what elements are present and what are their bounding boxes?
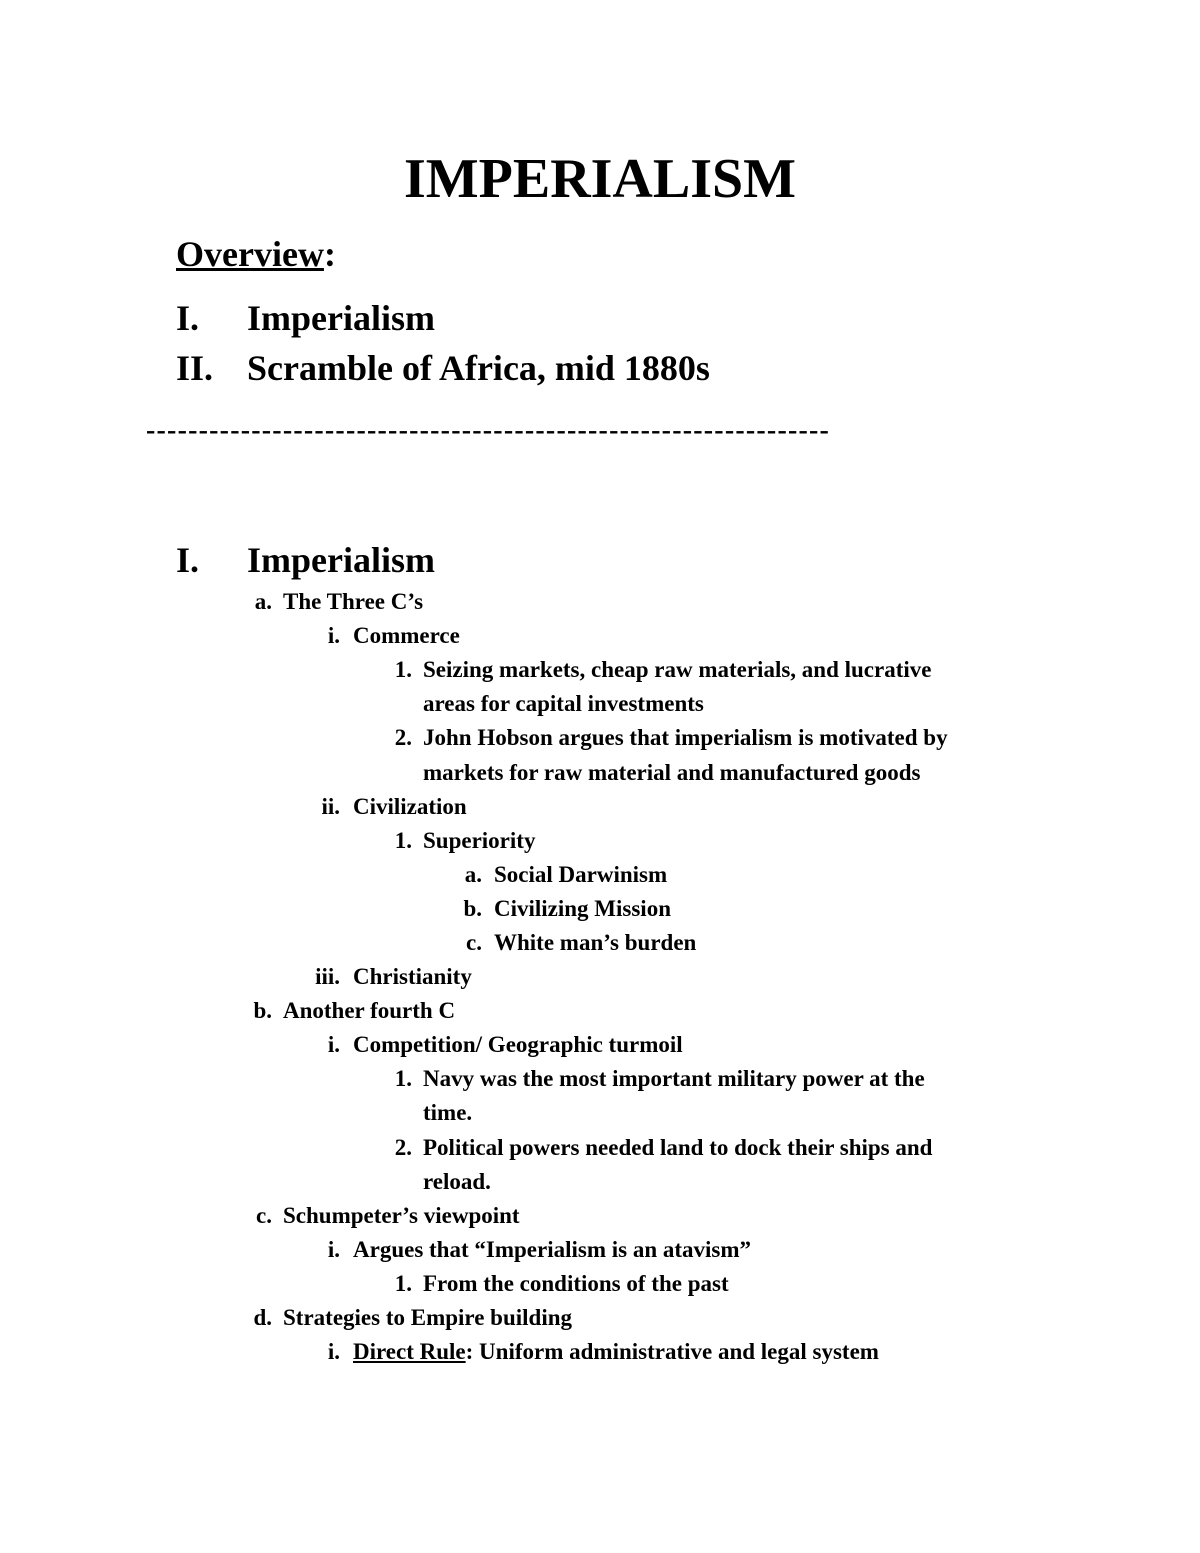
outline-a-i-marker: i. — [327, 623, 340, 648]
outline-a-i-1-line2: areas for capital investments — [423, 691, 704, 716]
dashed-divider: ----------------------------------------------------------------- — [146, 415, 831, 446]
outline-b-marker: b. — [253, 998, 272, 1023]
outline-a-ii-1-text: Superiority — [423, 828, 536, 853]
outline-a-i-text: Commerce — [353, 623, 460, 648]
outline-d-i-marker: i. — [327, 1339, 340, 1364]
direct-rule-text: Uniform administrative and legal system — [473, 1339, 879, 1364]
outline-a-ii-1-c-marker: c. — [466, 930, 482, 955]
outline-b-i-1-line2: time. — [423, 1100, 473, 1125]
outline-a-ii-1-a-text: Social Darwinism — [494, 862, 668, 887]
outline-d-marker: d. — [253, 1305, 272, 1330]
outline-a-i-2-marker: 2. — [394, 725, 412, 750]
outline-c-i-text: Argues that “Imperialism is an atavism” — [353, 1237, 752, 1262]
outline-a-ii-1-marker: 1. — [394, 828, 412, 853]
page-title: IMPERIALISM — [403, 148, 797, 210]
outline-a-iii-text: Christianity — [353, 964, 472, 989]
outline-b-i-1-marker: 1. — [394, 1066, 412, 1091]
direct-rule-term: Direct Rule — [353, 1339, 466, 1364]
outline-a-ii-1-b-text: Civilizing Mission — [494, 896, 671, 921]
outline-b-i-marker: i. — [327, 1032, 340, 1057]
outline-a-i-1-marker: 1. — [394, 657, 412, 682]
outline-b-i-2-line2: reload. — [423, 1169, 491, 1194]
overview-item-1-number: I. — [176, 298, 200, 338]
outline-a-iii-marker: iii. — [315, 964, 340, 989]
outline-b-text: Another fourth C — [283, 998, 456, 1023]
overview-item-2-number: II. — [176, 348, 214, 388]
outline-a-i-2-line1: John Hobson argues that imperialism is motivated by — [423, 725, 948, 750]
outline-a-text: The Three C’s — [283, 589, 424, 614]
outline-a-ii-marker: ii. — [321, 794, 340, 819]
outline-d-i-line — [353, 1337, 879, 1367]
outline-c-i-1-marker: 1. — [394, 1271, 412, 1296]
overview-heading — [176, 232, 336, 276]
section-1-title: Imperialism — [247, 540, 435, 580]
outline-a-i-1-line1: Seizing markets, cheap raw materials, and lucrative — [423, 657, 932, 682]
outline-a-ii-1-c-text: White man’s burden — [494, 930, 697, 955]
outline-b-i-1-line1: Navy was the most important military power at the — [423, 1066, 925, 1091]
overview-colon: : — [323, 234, 336, 274]
overview-label: Overview — [176, 234, 324, 274]
outline-b-i-text: Competition/ Geographic turmoil — [353, 1032, 683, 1057]
outline-a-ii-1-a-marker: a. — [464, 862, 482, 887]
outline-d-text: Strategies to Empire building — [283, 1305, 573, 1330]
outline-c-i-1-text: From the conditions of the past — [423, 1271, 729, 1296]
outline-a-ii-1-b-marker: b. — [463, 896, 482, 921]
outline-c-text: Schumpeter’s viewpoint — [283, 1203, 520, 1228]
section-1-number: I. — [176, 540, 200, 580]
outline-b-i-2-marker: 2. — [394, 1135, 412, 1160]
overview-item-2-text: Scramble of Africa, mid 1880s — [247, 348, 710, 388]
outline-a-ii-text: Civilization — [353, 794, 467, 819]
outline-c-i-marker: i. — [327, 1237, 340, 1262]
direct-rule-colon: : — [465, 1339, 474, 1364]
outline-c-marker: c. — [256, 1203, 272, 1228]
outline-a-marker: a. — [254, 589, 272, 614]
outline-a-i-2-line2: markets for raw material and manufactured goods — [423, 760, 921, 785]
overview-item-1-text: Imperialism — [247, 298, 435, 338]
outline-b-i-2-line1: Political powers needed land to dock their ships and — [423, 1135, 933, 1160]
